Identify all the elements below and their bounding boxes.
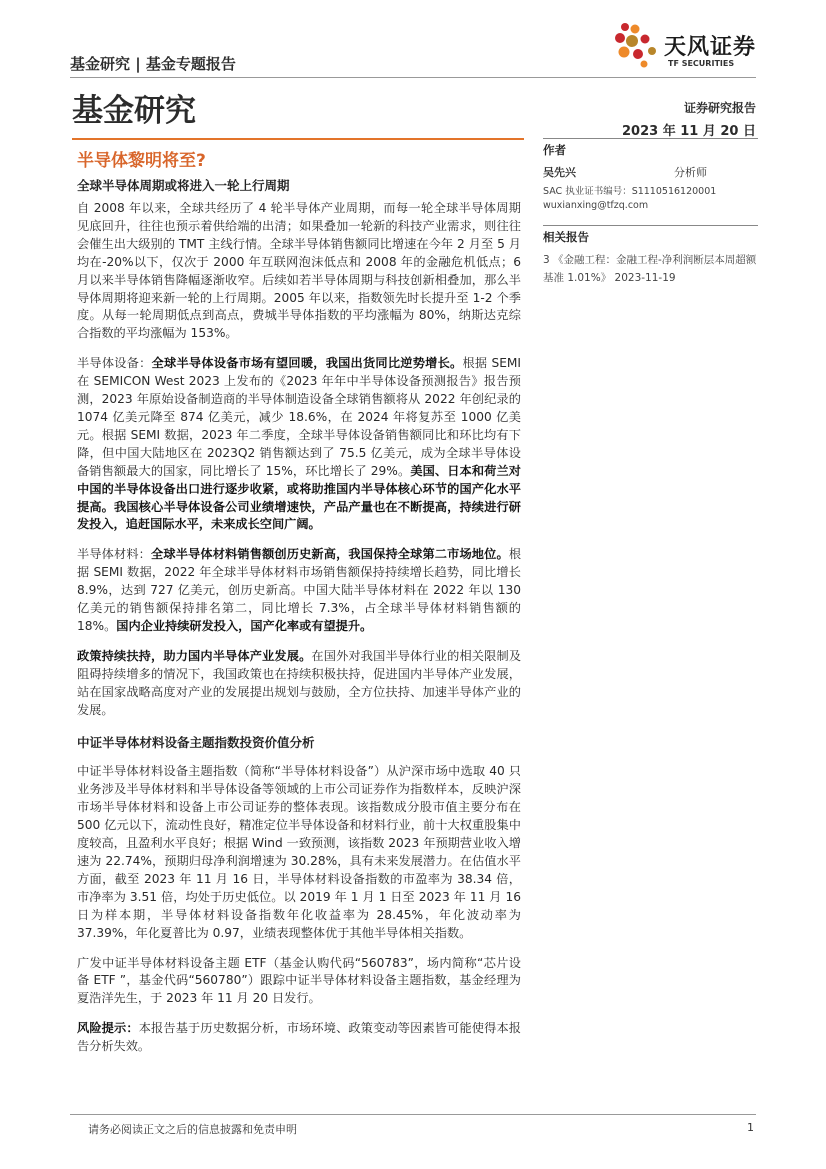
author-name: 吴先兴 [543,166,576,179]
report-category: 基金研究 | 基金专题报告 [70,55,236,73]
report-type: 证券研究报告 [683,101,756,115]
author-heading: 作者 [543,138,758,158]
header-divider [70,77,756,78]
materials-text: 根据 SEMI 数据，2022 年全球半导体材料市场销售额保持持续增长趋势，同比增长 8.9%，达到 727 亿美元，创历史新高。中国大陆半导体材料在 2022 年以 130 亿美元的销售额保持排名第二，同比增长 7.3%，占全球半导体材料销售额的 18%。 [77,547,522,633]
equipment-highlight-2: 美国、日本和荷兰对中国的半导体设备出口进行逐步收紧，或将助推国内半导体核心环节的国产化水平提高。我国核心半导体设备公司业绩增速快，产品产量也在不断提高，持续进行研发投入，追赶国际水平，未来成长空间广阔。 [77,463,521,532]
related-report-item[interactable]: 3 《金融工程：金融工程-净利润断层本周超额基准 1.01%》 2023-11-19 [543,254,757,284]
article-subheadline: 全球半导体周期或将进入一轮上行周期 [77,178,290,193]
page-title: 基金研究 [72,93,196,129]
report-date: 2023 年 11 月 20 日 [622,124,756,139]
footer-divider [70,1114,756,1115]
materials-highlight-1: 全球半导体材料销售额创历史新高，我国保持全球第二市场地位。 [151,547,509,562]
paragraph-policy [77,648,521,720]
paragraph-cycle: 自 2008 年以来，全球共经历了 4 轮半导体产业周期，而每一轮全球半导体周期见底回升，往往也预示着供给端的出清；如果叠加一轮新的科技产业需求，则往往会催生出大级别的 TMT 主线行情。全球半导体销售额同比增速在今年 2 月至 5 月均在-20%以下，仅次于 2000 年互联网泡沫低点和 2008 年的金融危机低点；6 月以来半导体销售降幅逐渐收窄。后续如若半导体周期与科技创新相叠加，那么半导体周期将迎来新一轮的上行周期。2005 年以来，指数领先时长提升至 1-2 个季度。从每一轮周期低点到高点，费城半导体指数的平均涨幅为 80%，纳斯达克综合指数的平均涨幅为 153%。 [77,201,521,341]
paragraph-risk [77,1020,521,1056]
risk-lead: 风险提示： [77,1021,139,1036]
author-row [543,164,707,180]
risk-text: 本报告基于历史数据分析，市场环境、政策变动等因素皆可能使得本报告分析失效。 [77,1021,521,1054]
main-column [77,200,521,1068]
author-sac-number: SAC 执业证书编号：S1110516120001 [543,186,717,197]
policy-text: 在国外对我国半导体行业的相关限制及阻碍持续增多的情况下，我国政策也在持续积极扶持，促进国内半导体产业发展，站在国家战略高度对产业的发展提出规划与鼓励，全方位扶持、加速半导体产业的发展。 [77,648,522,717]
policy-highlight: 政策持续扶持，助力国内半导体产业发展。 [77,648,312,663]
materials-highlight-2: 国内企业持续研发投入，国产化率或有望提升。 [116,618,373,633]
paragraph-materials [77,546,521,636]
equipment-text: 根据 SEMI 在 SEMICON West 2023 上发布的《2023 年年中半导体设备预测报告》报告预测，2023 年原始设备制造商的半导体制造设备全球销售额将从 2022 年创纪录的 1074 亿美元降至 874 亿美元，减少 18.6%，在 2024 年将复苏至 1000 亿美元。根据 SEMI 数据，2023 年二季度，全球半导体设备销售额同比和环比均有下降，但中国大陆地区在 2023Q2 销售额达到了 75.5 亿美元，成为全球半导体设备销售额最大的国家，同比增长了 15%，环比增长了 29%。 [77,356,522,478]
section-title-index: 中证半导体材料设备主题指数投资价值分析 [77,735,315,751]
article-headline: 半导体黎明将至? [77,151,206,171]
author-role: 分析师 [674,166,707,179]
related-reports-heading: 相关报告 [543,225,758,245]
paragraph-index: 中证半导体材料设备主题指数（简称“半导体材料设备”）从沪深市场中选取 40 只业务涉及半导体材料和半导体设备等领域的上市公司证券作为指数样本，反映沪深市场半导体材料和设备上市公司证券的整体表现。该指数成分股市值主要分布在 500 亿元以下，流动性良好，精准定位半导体设备和材料行业，前十大权重股集中度较高，且盈利水平良好；根据 Wind 一致预测，该指数 2023 年预期营业收入增速为 22.74%，预期归母净利润增速为 30.28%，具有未来发展潜力。在估值水平方面，截至 2023 年 11 月 16 日，半导体材料设备指数的市盈率为 38.34 倍，市净率为 3.51 倍，均处于历史低位。以 2019 年 1 月 1 日至 2023 年 11 月 16 日为样本期，半导体材料设备指数年化收益率为 28.45%，年化波动率为 37.39%，年化夏普比为 0.97，业绩表现整体优于其他半导体相关指数。 [77,764,521,940]
paragraph-etf: 广发中证半导体材料设备主题 ETF（基金认购代码“560783”，场内简称“芯片设备 ETF ”，基金代码“560780”）跟踪中证半导体材料设备主题指数，基金经理为夏浩洋先生，于 2023 年 11 月 20 日发行。 [77,955,521,1006]
headline-divider [72,138,524,140]
disclaimer-note: 请务必阅读正文之后的信息披露和免责申明 [88,1123,297,1136]
page-number: 1 [747,1121,754,1134]
equipment-highlight-1: 全球半导体设备市场有望回暖，我国出货同比逆势增长。 [151,356,463,371]
equipment-lead: 半导体设备： [77,356,152,371]
logo-brand-name: 天风证券 [664,35,757,60]
sidebar [543,138,758,287]
author-email[interactable]: wuxianxing@tfzq.com [543,200,649,211]
logo-brand-english: TF SECURITIES [668,59,735,68]
paragraph-equipment [77,355,521,534]
materials-lead: 半导体材料： [77,547,152,562]
